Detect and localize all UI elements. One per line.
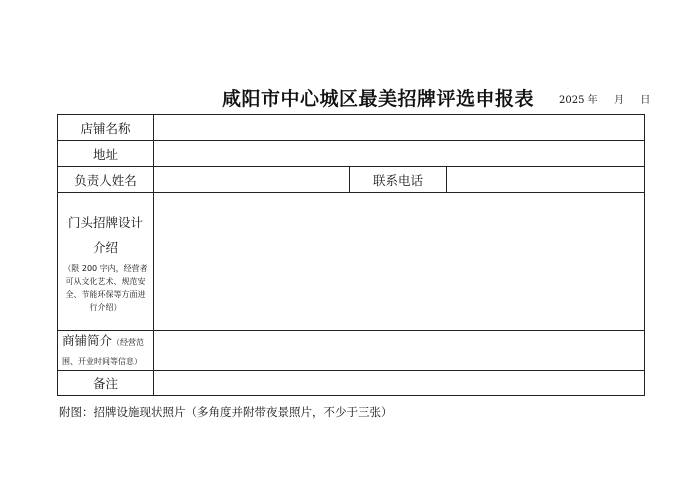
date-day-unit: 日	[640, 95, 651, 106]
application-form-table	[57, 114, 645, 396]
phone-field[interactable]	[447, 167, 645, 193]
owner-name-label: 负责人姓名	[58, 167, 154, 193]
row-owner	[58, 167, 645, 193]
date-line	[559, 91, 650, 106]
attachment-note: 附图：招牌设施现状照片（多角度并附带夜景照片，不少于三张）	[59, 405, 393, 419]
remarks-field[interactable]	[154, 371, 645, 396]
design-intro-label-line1: 门头招牌设计	[67, 214, 143, 230]
remarks-label: 备注	[58, 371, 154, 396]
address-field[interactable]	[154, 141, 645, 167]
row-store-name	[58, 115, 645, 141]
shop-brief-field[interactable]	[154, 331, 645, 371]
shop-brief-label-cell	[58, 331, 154, 371]
address-label: 地址	[58, 141, 154, 167]
row-design-intro	[58, 193, 645, 331]
store-name-field[interactable]	[154, 115, 645, 141]
shop-brief-note-2: 围、开业时间等信息）	[62, 356, 142, 366]
shop-brief-note-1: （经营范	[112, 337, 145, 347]
date-year-unit: 年	[587, 95, 598, 106]
owner-name-field[interactable]	[154, 167, 350, 193]
date-month-unit: 月	[614, 95, 625, 106]
date-year: 2025	[559, 95, 585, 106]
design-intro-label-line2: 介绍	[92, 239, 118, 255]
design-intro-field[interactable]	[154, 193, 645, 331]
phone-label: 联系电话	[350, 167, 447, 193]
shop-brief-label: 商铺简介	[62, 332, 113, 348]
row-shop-brief	[58, 331, 645, 371]
store-name-label: 店铺名称	[58, 115, 154, 141]
row-remarks	[58, 371, 645, 396]
row-address	[58, 141, 645, 167]
design-intro-label-cell	[58, 193, 154, 331]
form-title: 咸阳市中心城区最美招牌评选申报表	[222, 88, 535, 110]
design-intro-note: （限 200 字内，经营者可从文化艺术、规范安全、节能环保等方面进行介绍）	[63, 263, 148, 312]
